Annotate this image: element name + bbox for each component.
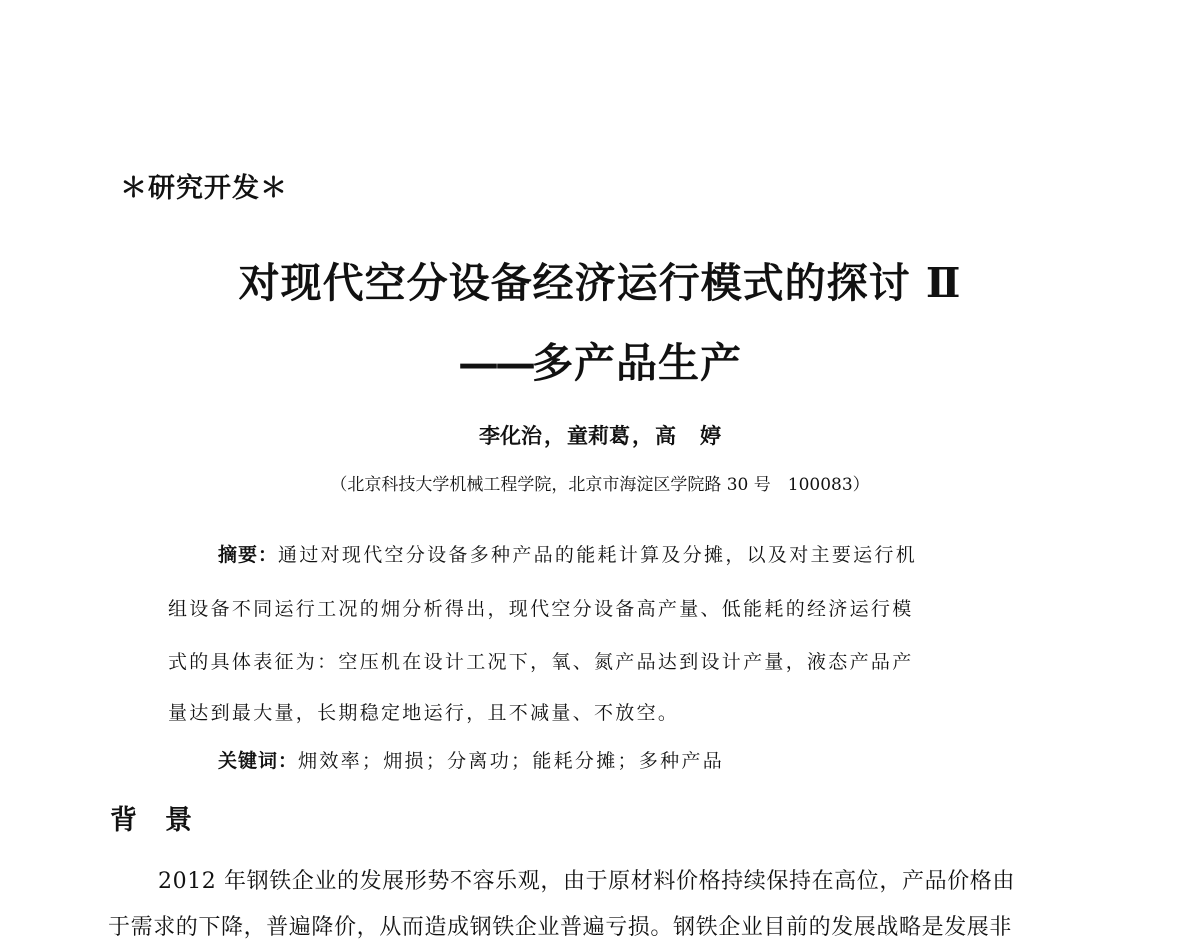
author-3-given: 婷 [700, 424, 721, 448]
abstract-line: 组设备不同运行工况的㶲分析得出，现代空分设备高产量、低能耗的经济运行模 [168, 598, 914, 620]
author-2: 童莉葛 [567, 424, 630, 448]
heading-char: 背 [110, 805, 137, 836]
paper-subtitle [0, 330, 1200, 389]
section-heading-background [110, 798, 192, 837]
heading-char: 景 [165, 805, 192, 836]
keywords-label: 关键词： [218, 750, 299, 772]
author-separator: ， [544, 424, 565, 448]
paper-title: 对现代空分设备经济运行模式的探讨 Ⅱ [238, 259, 962, 307]
abstract-line [218, 540, 917, 567]
subtitle-dash: —— [458, 339, 532, 387]
author-3-surname: 高 [655, 424, 676, 448]
author-list [0, 420, 1200, 450]
author-1: 李化治 [479, 424, 542, 448]
section-tag: ＊研究开发＊ [120, 173, 288, 204]
keywords-line [218, 746, 724, 773]
abstract-label: 摘要： [218, 544, 279, 566]
affiliation: （北京科技大学机械工程学院，北京市海淀区学院路 30 号 100083） [330, 475, 870, 495]
abstract-line: 量达到最大量，长期稳定地运行，且不减量、不放空。 [168, 702, 680, 724]
author-separator: ， [632, 424, 653, 448]
body-paragraph-line: 2012 年钢铁企业的发展形势不容乐观，由于原材料价格持续保持在高位，产品价格由 [158, 869, 1015, 894]
body-paragraph-line: 于需求的下降，普遍降价，从而造成钢铁企业普遍亏损。钢铁企业目前的发展战略是发展非 [108, 915, 1013, 940]
keywords-text: 㶲效率；㶲损；分离功；能耗分摊；多种产品 [298, 750, 725, 772]
abstract-line: 式的具体表征为：空压机在设计工况下，氧、氮产品达到设计产量，液态产品产 [168, 651, 914, 673]
abstract-text: 通过对现代空分设备多种产品的能耗计算及分摊，以及对主要运行机 [278, 544, 918, 566]
subtitle-text: 多产品生产 [532, 339, 742, 387]
